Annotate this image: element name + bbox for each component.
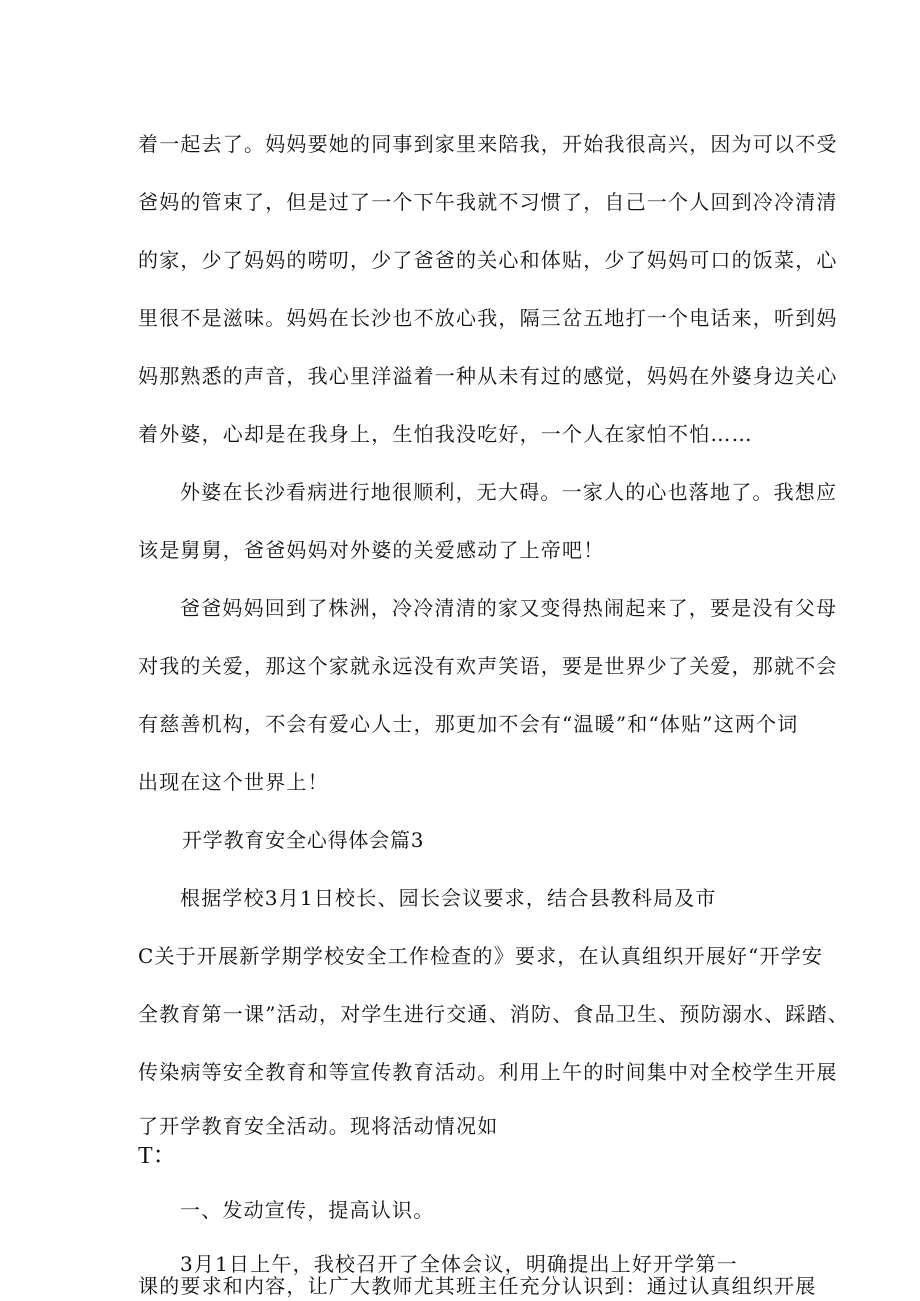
text-line: 课的要求和内容，让广大教师尤其班主任充分认识到：通过认真组织开展 xyxy=(138,1274,817,1298)
text-line: C关于开展新学期学校安全工作检查的》要求，在认真组织开展好“开学安 xyxy=(138,944,824,968)
text-line: 了开学教育安全活动。现将活动情况如 xyxy=(138,1114,499,1138)
text-line: 着外婆，心却是在我身上，生怕我没吃好，一个人在家怕不怕…… xyxy=(138,422,753,446)
text-line: 的家，少了妈妈的唠叨，少了爸爸的关心和体贴，少了妈妈可口的饭菜，心 xyxy=(138,248,838,272)
text-line: T： xyxy=(138,1143,177,1169)
section-heading: 开学教育安全心得体会篇3 xyxy=(182,828,425,852)
text-line: 根据学校3月1日校长、园长会议要求，结合县教科局及市 xyxy=(180,886,717,910)
text-line: 有慈善机构，不会有爱心人士，那更加不会有“温暖”和“体贴”这两个词 xyxy=(138,712,799,736)
text-line: 爸妈的管束了，但是过了一个下午我就不习惯了，自己一个人回到冷冷清清 xyxy=(138,190,838,214)
text-line: 该是舅舅，爸爸妈妈对外婆的关爱感动了上帝吧！ xyxy=(138,538,605,562)
text-line: 爸爸妈妈回到了株洲，冷冷清清的家又变得热闹起来了，要是没有父母 xyxy=(180,596,838,620)
text-line: 外婆在长沙看病进行地很顺利，无大碍。一家人的心也落地了。我想应 xyxy=(180,480,838,504)
text-line: 着一起去了。妈妈要她的同事到家里来陪我，开始我很高兴，因为可以不受 xyxy=(138,132,838,156)
text-line: 全教育第一课”活动，对学生进行交通、消防、食品卫生、预防溺水、踩踏、 xyxy=(138,1002,850,1026)
text-line: 传染病等安全教育和等宣传教育活动。利用上午的时间集中对全校学生开展 xyxy=(138,1060,838,1084)
text-line: 3月1日上午，我校召开了全体会议，明确提出上好开学第一 xyxy=(180,1252,738,1276)
text-line: 里很不是滋味。妈妈在长沙也不放心我，隔三岔五地打一个电话来，听到妈 xyxy=(138,306,838,330)
subsection-heading: 一、发动宣传，提高认识。 xyxy=(180,1198,435,1222)
text-line: 对我的关爱，那这个家就永远没有欢声笑语，要是世界少了关爱，那就不会 xyxy=(138,654,838,678)
text-line: 妈那熟悉的声音，我心里洋溢着一种从未有过的感觉，妈妈在外婆身边关心 xyxy=(138,364,838,388)
text-line: 出现在这个世界上！ xyxy=(138,770,329,794)
